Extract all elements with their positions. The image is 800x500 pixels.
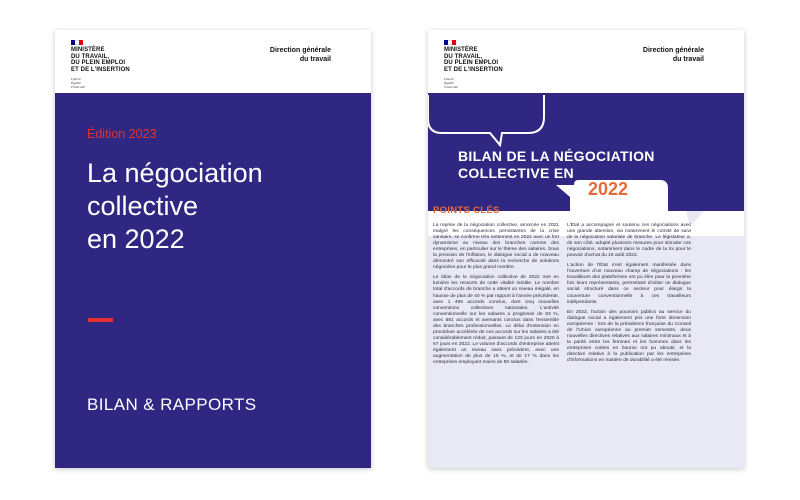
motto-line: Égalité bbox=[444, 81, 454, 85]
cover-title-line: collective bbox=[87, 191, 199, 221]
republic-motto bbox=[444, 77, 484, 89]
section-heading: POINTS CLÉS bbox=[433, 205, 500, 216]
direction-line: du travail bbox=[299, 55, 331, 63]
report-cover bbox=[55, 30, 371, 468]
collection-label: BILAN & RAPPORTS bbox=[87, 395, 257, 414]
left-column bbox=[433, 223, 559, 370]
summary-page bbox=[428, 30, 744, 468]
motto-line: Liberté bbox=[444, 77, 454, 81]
paragraph: En 2022, l'action des pouvoirs publics au service du dialogue social a également pris une forte dimension européenne : lors de la présidence française du Conseil de l'Union européenne au premier semestre, deux nouvelles directives relatives aux salaires minimaux et à la parité entre les femmes et les hommes dans les entreprises cotées en bourse ont pu aboutir, et la directive relative à la publication par les entreprises d'informations en matière de durabilité a été révisée. bbox=[567, 309, 691, 363]
ministry-line: DU TRAVAIL, bbox=[71, 53, 110, 60]
motto-line: Égalité bbox=[71, 81, 81, 85]
direction-line: Direction générale bbox=[269, 47, 331, 54]
cover-panel bbox=[55, 93, 371, 468]
paragraph: La reprise de la négociation collective, amorcée en 2021 malgré les conséquences persistantes de la crise sanitaire, se confirme très nettement en 2022 avec un fort dynamisme au niveau des branches comme des entreprises, en particulier sur le thème des salaires. Sous la pression de l'inflation, le dialogue social a de nouveau démontré son efficacité dans la recherche de solutions négociées pour le plus grand nombre. bbox=[433, 223, 559, 271]
summary-year: 2022 bbox=[588, 179, 629, 199]
motto-line: Fraternité bbox=[444, 85, 458, 89]
accent-bar bbox=[88, 318, 113, 322]
cover-title-line: en 2022 bbox=[87, 224, 185, 254]
direction-line: du travail bbox=[672, 55, 704, 63]
cover-header bbox=[55, 30, 371, 93]
summary-title-line: BILAN DE LA NÉGOCIATION bbox=[458, 148, 655, 164]
ministry-logo-text bbox=[444, 47, 534, 73]
cover-title bbox=[87, 157, 347, 256]
ministry-line: ET DE L'INSERTION bbox=[71, 66, 130, 73]
cover-title-line: La négociation bbox=[87, 158, 263, 188]
motto-line: Liberté bbox=[71, 77, 81, 81]
republic-motto bbox=[71, 77, 111, 89]
paragraph: Le bilan de la négociation collective de 2022 met en lumière les ressorts de cette vitalité inédite. Le nombre total d'accords de branche a atteint un niveau inégalé, en hausse de plus de 40 % par rapport à l'année précédente, avec 1 495 accords conclus, dont cinq nouvelles conventions collectives nationales. L'activité conventionnelle sur les salaires a progressé de 83 %, avec 691 accords et avenants conclus dans l'ensemble des branches professionnelles. Le délai d'extension en procédure accélérée de ces accords sur les salaires a été considérablement réduit, passant de 123 jours en 2020 à 67 jours en 2022. Le volume d'accords d'entreprise atteint également un niveau sans précédent, avec une augmentation de plus de 15 %, et de 17 % dans les entreprises employant moins de 50 salariés. bbox=[433, 275, 559, 366]
ministry-line: DU PLEIN EMPLOI bbox=[71, 60, 126, 67]
direction-label bbox=[231, 47, 331, 64]
ministry-line: MINISTÈRE bbox=[71, 47, 105, 53]
paragraph: L'action de l'État s'est également manifestée dans l'ouverture d'un nouveau champ de négociations : les travailleurs des plateformes ont pu élire pour la première fois leurs représentants, permettant d'initier un dialogue social structuré dans ce secteur pour élargir la couverture conventionnelle à ces travailleurs indépendants. bbox=[567, 263, 691, 305]
speech-bubble-outline bbox=[428, 95, 544, 145]
summary-header bbox=[428, 30, 744, 93]
edition-label: Édition 2023 bbox=[87, 127, 157, 141]
ministry-line: MINISTÈRE bbox=[444, 47, 478, 53]
summary-title bbox=[458, 148, 718, 182]
right-column bbox=[567, 223, 691, 368]
motto-line: Fraternité bbox=[71, 85, 85, 89]
direction-label bbox=[604, 47, 704, 64]
direction-line: Direction générale bbox=[642, 47, 704, 54]
ministry-line: DU TRAVAIL, bbox=[444, 53, 483, 60]
summary-title-line: COLLECTIVE EN bbox=[458, 165, 574, 181]
ministry-line: ET DE L'INSERTION bbox=[444, 66, 503, 73]
ministry-logo-text bbox=[71, 47, 161, 73]
ministry-line: DU PLEIN EMPLOI bbox=[444, 60, 499, 67]
french-flag-icon bbox=[444, 40, 456, 45]
french-flag-icon bbox=[71, 40, 83, 45]
paragraph: L'État a accompagné et soutenu ces négociations avec une grande attention, via notamment le comité de suivi de la négociation salariale de branche. Le législateur a, de son côté, adopté plusieurs mesures pour stimuler ces négociations, notamment dans le cadre de la loi pour le pouvoir d'achat du 16 août 2022. bbox=[567, 223, 691, 259]
